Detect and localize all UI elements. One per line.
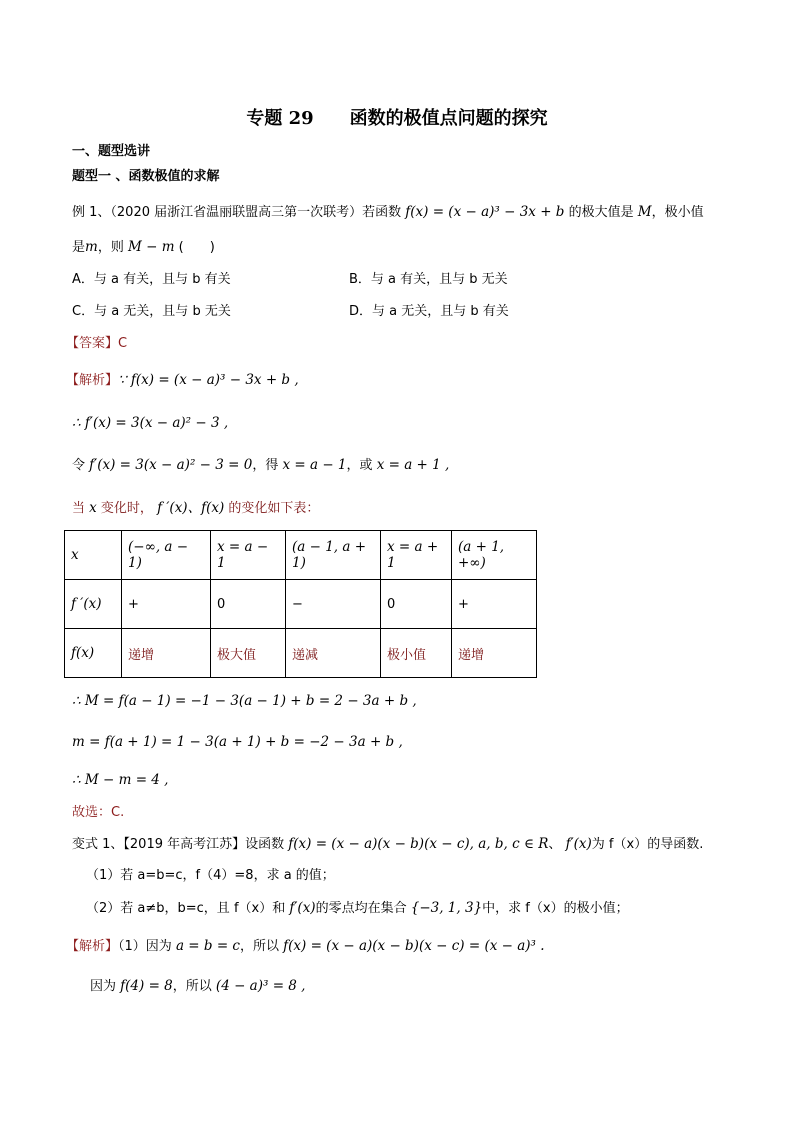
option-d: D．与 a 无关，且与 b 有关 (349, 304, 509, 319)
table-row: x (−∞, a − 1) x = a − 1 (a − 1, a + 1) x = a + 1 (a + 1, +∞) (65, 531, 537, 580)
page-title (0, 104, 794, 130)
option-b: B．与 a 有关，且与 b 无关 (349, 272, 508, 287)
option-a: A．与 a 有关，且与 b 有关 (72, 272, 231, 287)
example1-line2: 是m，则 M − m ( ) (72, 239, 215, 255)
variant1-q1: （1）若 a=b=c，f（4）=8，求 a 的值； (86, 868, 335, 883)
result-line1: ∴ M = f(a − 1) = −1 − 3(a − 1) + b = 2 − 3a + b , (72, 693, 417, 709)
variant1-q2: （2）若 a≠b，b=c，且 f（x）和 f′(x)的零点均在集合 {−3, 1, 3}中，求 f（x）的极小值； (86, 900, 629, 916)
table-row: f(x) 递增 极大值 递减 极小值 递增 (65, 629, 537, 678)
title-prefix: 专题 29 (246, 108, 314, 129)
analysis-step3: 令 f′(x) = 3(x − a)² − 3 = 0，得 x = a − 1，或 x = a + 1 , (72, 457, 450, 473)
table-row: f ′(x) + 0 − 0 + (65, 580, 537, 629)
analysis-step1: 【解析】∵ f(x) = (x − a)³ − 3x + b , (66, 372, 299, 388)
result-line2: m = f(a + 1) = 1 − 3(a + 1) + b = −2 − 3a + b , (72, 734, 403, 750)
variant1-answer1: 【解析】（1）因为 a = b = c，所以 f(x) = (x − a)(x − b)(x − c) = (x − a)³ . (66, 938, 545, 954)
variation-table (64, 530, 537, 678)
variant1-line1: 变式 1、【2019 年高考江苏】设函数 f(x) = (x − a)(x − b)(x − c), a, b, c ∈ R、 f′(x)为 f（x）的导函数. (72, 836, 704, 852)
choose-line: 故选：C. (72, 805, 125, 820)
type-heading: 题型一 、函数极值的求解 (72, 169, 220, 184)
section-heading: 一、题型选讲 (72, 144, 151, 159)
analysis-step4: 当 x 变化时， f ′(x)、f(x) 的变化如下表： (72, 500, 320, 516)
answer-label: 【答案】C (66, 336, 128, 351)
example1-line1: 例 1、（2020 届浙江省温丽联盟高三第一次联考）若函数 f(x) = (x − a)³ − 3x + b 的极大值是 M，极小值 (72, 204, 704, 220)
result-line3: ∴ M − m = 4 , (72, 772, 169, 788)
formula-f: f(x) = (x − a)³ − 3x + b (405, 204, 565, 220)
variant1-answer2: 因为 f(4) = 8，所以 (4 − a)³ = 8 , (90, 978, 306, 994)
analysis-step2: ∴ f′(x) = 3(x − a)² − 3 , (72, 415, 229, 431)
title-main: 函数的极值点问题的探究 (349, 108, 548, 129)
option-c: C．与 a 无关，且与 b 无关 (72, 304, 231, 319)
